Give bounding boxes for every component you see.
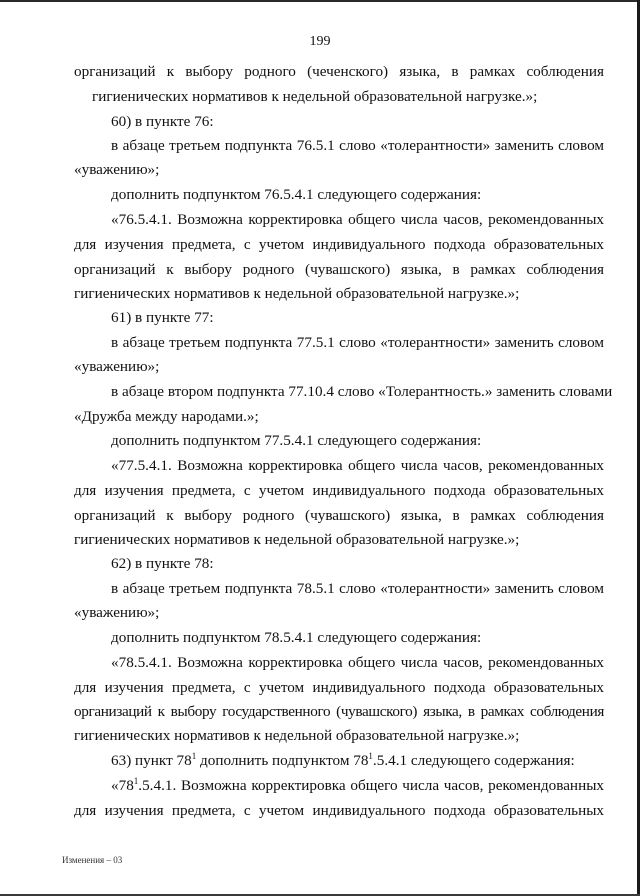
text-line: гигиенических нормативов к недельной образовательной нагрузке.»; xyxy=(74,727,520,744)
text-fragment: 63) пункт 78 xyxy=(111,752,192,769)
page-number: 199 xyxy=(309,34,331,49)
text-line: «уважению»; xyxy=(74,604,160,621)
text-line: гигиенических нормативов к недельной образовательной нагрузке.»; xyxy=(74,285,520,302)
text-line: «78.5.4.1. Возможна корректировка общего числа часов, рекомендованных xyxy=(111,654,604,671)
text-line: в абзаце втором подпункта 77.10.4 слово «Толерантность.» заменить словами xyxy=(111,383,613,400)
text-line: в абзаце третьем подпункта 76.5.1 слово «толерантности» заменить словом xyxy=(111,137,604,154)
text-line: для изучения предмета, с учетом индивидуального подхода образовательных xyxy=(74,236,604,253)
text-fragment: «78 xyxy=(111,777,134,794)
text-line: для изучения предмета, с учетом индивидуального подхода образовательных xyxy=(74,679,604,696)
text-line: для изучения предмета, с учетом индивидуального подхода образовательных xyxy=(74,482,604,499)
text-line: организаций к выбору родного (чувашского) языка, в рамках соблюдения xyxy=(74,261,604,278)
text-line: организаций к выбору родного (чеченского) языка, в рамках соблюдения xyxy=(74,63,604,80)
text-line: «уважению»; xyxy=(74,358,160,375)
text-line xyxy=(111,752,604,770)
text-line: 62) в пункте 78: xyxy=(111,555,214,572)
text-line: для изучения предмета, с учетом индивидуального подхода образовательных xyxy=(74,802,604,819)
text-line: гигиенических нормативов к недельной образовательной нагрузке.»; xyxy=(74,531,520,548)
text-line: 60) в пункте 76: xyxy=(111,113,214,130)
text-line: «уважению»; xyxy=(74,161,160,178)
text-line: «76.5.4.1. Возможна корректировка общего числа часов, рекомендованных xyxy=(111,211,604,228)
text-line: в абзаце третьем подпункта 78.5.1 слово «толерантности» заменить словом xyxy=(111,580,604,597)
text-fragment: дополнить подпунктом 78 xyxy=(196,752,369,769)
page-footer: Изменения – 03 xyxy=(62,855,123,865)
text-line: организаций к выбору государственного (чувашского) языка, в рамках соблюдения xyxy=(74,703,604,720)
text-line: гигиенических нормативов к недельной образовательной нагрузке.»; xyxy=(92,88,538,105)
text-line: организаций к выбору родного (чувашского) языка, в рамках соблюдения xyxy=(74,507,604,524)
text-fragment: .5.4.1 следующего содержания: xyxy=(372,752,575,769)
text-line: «Дружба между народами.»; xyxy=(74,408,259,425)
text-line: дополнить подпунктом 77.5.4.1 следующего содержания: xyxy=(111,432,482,449)
text-line: в абзаце третьем подпункта 77.5.1 слово «толерантности» заменить словом xyxy=(111,334,604,351)
text-line: дополнить подпунктом 78.5.4.1 следующего содержания: xyxy=(111,629,482,646)
superscript: 1 xyxy=(368,751,373,761)
page-edge-top xyxy=(0,0,640,2)
superscript: 1 xyxy=(133,776,139,786)
text-fragment: .5.4.1. Возможна корректировка общего числа часов, рекомендованных xyxy=(138,777,604,794)
text-line: 61) в пункте 77: xyxy=(111,309,214,326)
superscript: 1 xyxy=(191,751,197,761)
text-line xyxy=(111,777,604,795)
text-line: дополнить подпунктом 76.5.4.1 следующего содержания: xyxy=(111,186,482,203)
text-line: «77.5.4.1. Возможна корректировка общего числа часов, рекомендованных xyxy=(111,457,604,474)
